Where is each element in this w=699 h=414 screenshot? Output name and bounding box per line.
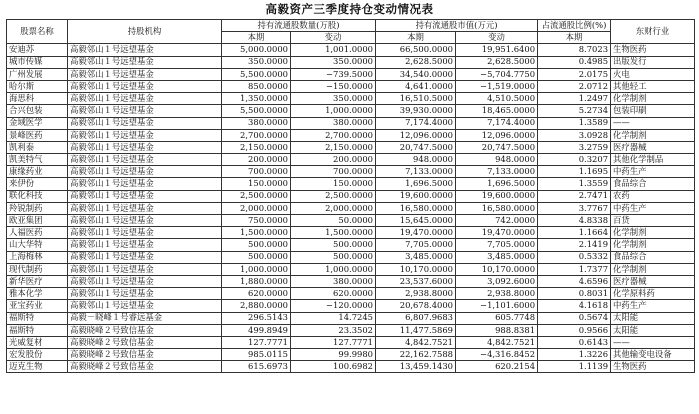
header-shares-current: 本期 xyxy=(222,32,291,44)
table-row xyxy=(7,215,695,227)
cell-shares: 700.0000 xyxy=(222,166,291,178)
cell-shares: 620.0000 xyxy=(222,288,291,300)
cell-shares-change: 380.0000 xyxy=(291,117,376,129)
cell-fund: 高毅邻山１号远望基金 xyxy=(68,202,222,214)
cell-ratio: 3.2759 xyxy=(538,141,611,153)
cell-ratio: 2.0712 xyxy=(538,80,611,92)
cell-fund: 高毅邻山１号远望基金 xyxy=(68,93,222,105)
table-row xyxy=(7,336,695,348)
cell-ratio: 5.2734 xyxy=(538,105,611,117)
cell-shares: 5,500.0000 xyxy=(222,68,291,80)
cell-fund: 高毅邻山１号远望基金 xyxy=(68,80,222,92)
cell-value-change: −5,704.7750 xyxy=(456,68,538,80)
cell-shares-change: 23.3502 xyxy=(291,324,376,336)
cell-value-change: 948.0000 xyxy=(456,154,538,166)
cell-value-change: 7,705.0000 xyxy=(456,239,538,251)
cell-stock: 城市传媒 xyxy=(7,56,68,68)
cell-value-change: 2,938.8000 xyxy=(456,288,538,300)
cell-value: 20,678.4000 xyxy=(376,300,456,312)
cell-ratio: 1.3589 xyxy=(538,117,611,129)
cell-stock: 现代制药 xyxy=(7,263,68,275)
table-row xyxy=(7,300,695,312)
table-body xyxy=(7,44,695,373)
cell-shares: 985.0115 xyxy=(222,349,291,361)
cell-value-change: 7,174.4000 xyxy=(456,117,538,129)
cell-shares-change: 150.0000 xyxy=(291,178,376,190)
cell-shares: 500.0000 xyxy=(222,239,291,251)
table-row xyxy=(7,117,695,129)
cell-stock: 海思科 xyxy=(7,93,68,105)
cell-ratio: 1.1139 xyxy=(538,361,611,373)
cell-stock: 哈尔斯 xyxy=(7,80,68,92)
cell-ratio: 0.5332 xyxy=(538,251,611,263)
cell-industry: 中药生产 xyxy=(611,166,695,178)
cell-ratio: 1.1664 xyxy=(538,227,611,239)
cell-shares-change: 100.6982 xyxy=(291,361,376,373)
cell-shares: 850.0000 xyxy=(222,80,291,92)
cell-ratio: 0.5674 xyxy=(538,312,611,324)
cell-value-change: 620.2154 xyxy=(456,361,538,373)
cell-stock: 羚锐制药 xyxy=(7,202,68,214)
cell-fund: 高毅邻山１号远望基金 xyxy=(68,239,222,251)
cell-ratio: 4.1618 xyxy=(538,300,611,312)
cell-industry: 食品综合 xyxy=(611,178,695,190)
cell-stock: 雅本化学 xyxy=(7,288,68,300)
cell-industry: 食品综合 xyxy=(611,251,695,263)
cell-ratio: 1.1695 xyxy=(538,166,611,178)
table-row xyxy=(7,178,695,190)
cell-shares-change: 200.0000 xyxy=(291,154,376,166)
table-row xyxy=(7,166,695,178)
cell-ratio: 2.0175 xyxy=(538,68,611,80)
cell-ratio: 2.7471 xyxy=(538,190,611,202)
cell-industry: 太阳能 xyxy=(611,324,695,336)
cell-fund: 高毅邻山１号远望基金 xyxy=(68,166,222,178)
cell-industry: 化学制剂 xyxy=(611,93,695,105)
cell-shares-change: 2,700.0000 xyxy=(291,129,376,141)
cell-shares: 380.0000 xyxy=(222,117,291,129)
cell-fund: 高毅邻山１号远望基金 xyxy=(68,288,222,300)
cell-stock: 亚宝药业 xyxy=(7,300,68,312)
cell-industry: 其他化学制品 xyxy=(611,154,695,166)
table-row xyxy=(7,202,695,214)
cell-fund: 高毅邻山１号远望基金 xyxy=(68,56,222,68)
cell-value: 6,807.9683 xyxy=(376,312,456,324)
cell-industry: 中药生产 xyxy=(611,300,695,312)
cell-fund: 高毅邻山１号远望基金 xyxy=(68,68,222,80)
cell-shares-change: 500.0000 xyxy=(291,251,376,263)
cell-shares-change: 700.0000 xyxy=(291,166,376,178)
cell-value: 3,485.0000 xyxy=(376,251,456,263)
cell-ratio: 1.3559 xyxy=(538,178,611,190)
cell-stock: 人福医药 xyxy=(7,227,68,239)
cell-stock: 凯美特气 xyxy=(7,154,68,166)
cell-ratio: 8.7023 xyxy=(538,44,611,56)
cell-value-change: 19,470.0000 xyxy=(456,227,538,239)
cell-ratio: 4.6596 xyxy=(538,275,611,287)
cell-shares: 500.0000 xyxy=(222,251,291,263)
cell-shares-change: 2,500.0000 xyxy=(291,190,376,202)
cell-shares: 1,500.0000 xyxy=(222,227,291,239)
table-row xyxy=(7,263,695,275)
cell-ratio: 0.9566 xyxy=(538,324,611,336)
table-row xyxy=(7,105,695,117)
cell-industry: 农药 xyxy=(611,190,695,202)
cell-shares: 296.5143 xyxy=(222,312,291,324)
cell-fund: 高毅邻山１号远望基金 xyxy=(68,251,222,263)
cell-industry: 化学原料药 xyxy=(611,288,695,300)
cell-ratio: 0.8031 xyxy=(538,288,611,300)
cell-fund: 高毅邻山１号远望基金 xyxy=(68,227,222,239)
cell-shares: 499.8949 xyxy=(222,324,291,336)
cell-stock: 福斯特 xyxy=(7,324,68,336)
cell-ratio: 0.3207 xyxy=(538,154,611,166)
cell-fund: 高毅邻山１号远望基金 xyxy=(68,44,222,56)
table-row xyxy=(7,288,695,300)
cell-stock: 宏发股份 xyxy=(7,349,68,361)
cell-shares: 150.0000 xyxy=(222,178,291,190)
cell-industry: 化学制剂 xyxy=(611,129,695,141)
cell-shares-change: 350.0000 xyxy=(291,56,376,68)
cell-value: 19,600.0000 xyxy=(376,190,456,202)
cell-ratio: 3.0928 xyxy=(538,129,611,141)
cell-industry: 百货 xyxy=(611,215,695,227)
cell-value-change: 12,096.0000 xyxy=(456,129,538,141)
cell-value: 34,540.0000 xyxy=(376,68,456,80)
cell-industry: 中药生产 xyxy=(611,202,695,214)
cell-shares-change: 50.0000 xyxy=(291,215,376,227)
cell-value: 7,133.0000 xyxy=(376,166,456,178)
cell-fund: 高毅邻山１号远望基金 xyxy=(68,263,222,275)
table-row xyxy=(7,68,695,80)
cell-value: 4,842.7521 xyxy=(376,336,456,348)
cell-stock: 新华医疗 xyxy=(7,275,68,287)
cell-shares-change: −120.0000 xyxy=(291,300,376,312)
cell-stock: 迈克生物 xyxy=(7,361,68,373)
table-header xyxy=(7,20,695,44)
cell-shares: 2,500.0000 xyxy=(222,190,291,202)
cell-value: 13,459.1430 xyxy=(376,361,456,373)
cell-fund: 高毅邻山１号远望基金 xyxy=(68,190,222,202)
cell-fund: 高毅邻山１号远望基金 xyxy=(68,154,222,166)
cell-industry: 太阳能 xyxy=(611,312,695,324)
cell-shares-change: −150.0000 xyxy=(291,80,376,92)
cell-stock: 山大华特 xyxy=(7,239,68,251)
table-row xyxy=(7,239,695,251)
cell-fund: 高毅邻山１号远望基金 xyxy=(68,275,222,287)
table-row xyxy=(7,227,695,239)
cell-shares-change: 500.0000 xyxy=(291,239,376,251)
cell-value-change: 742.0000 xyxy=(456,215,538,227)
cell-industry: 包装印刷 xyxy=(611,105,695,117)
cell-shares: 5,500.0000 xyxy=(222,105,291,117)
cell-value-change: 10,170.0000 xyxy=(456,263,538,275)
cell-value: 19,470.0000 xyxy=(376,227,456,239)
cell-stock: 凯利泰 xyxy=(7,141,68,153)
cell-value-change: 2,628.5000 xyxy=(456,56,538,68)
cell-value-change: −1,101.6000 xyxy=(456,300,538,312)
cell-industry: 生物医药 xyxy=(611,44,695,56)
cell-fund: 高毅晓峰２号致信基金 xyxy=(68,361,222,373)
cell-value: 948.0000 xyxy=(376,154,456,166)
cell-shares-change: 2,000.0000 xyxy=(291,202,376,214)
cell-value: 22,162.7588 xyxy=(376,349,456,361)
cell-fund: 高毅邻山１号远望基金 xyxy=(68,300,222,312)
cell-shares-change: 380.0000 xyxy=(291,275,376,287)
cell-fund: 高毅晓峰２号致信基金 xyxy=(68,349,222,361)
cell-shares-change: 1,500.0000 xyxy=(291,227,376,239)
cell-ratio: 4.8338 xyxy=(538,215,611,227)
cell-fund: 高毅晓峰２号致信基金 xyxy=(68,324,222,336)
cell-stock: 福斯特 xyxy=(7,312,68,324)
header-group-shares: 持有流通股数量(万股) xyxy=(222,20,376,32)
table-row xyxy=(7,349,695,361)
cell-industry: 医疗器械 xyxy=(611,141,695,153)
cell-industry: 出版发行 xyxy=(611,56,695,68)
cell-value-change: 3,092.6000 xyxy=(456,275,538,287)
cell-value-change: 4,842.7521 xyxy=(456,336,538,348)
cell-fund: 高毅邻山１号远望基金 xyxy=(68,178,222,190)
cell-shares: 2,000.0000 xyxy=(222,202,291,214)
cell-shares: 5,000.0000 xyxy=(222,44,291,56)
table-row xyxy=(7,141,695,153)
cell-shares: 350.0000 xyxy=(222,56,291,68)
table-row xyxy=(7,56,695,68)
cell-fund: 高毅邻山１号远望基金 xyxy=(68,215,222,227)
cell-value: 15,645.0000 xyxy=(376,215,456,227)
cell-value: 4,641.0000 xyxy=(376,80,456,92)
cell-shares-change: 1,001.0000 xyxy=(291,44,376,56)
table-row xyxy=(7,312,695,324)
cell-value: 7,174.4000 xyxy=(376,117,456,129)
header-stock: 股票名称 xyxy=(7,20,68,44)
cell-value: 39,930.0000 xyxy=(376,105,456,117)
cell-industry: 化学制剂 xyxy=(611,239,695,251)
cell-industry: 其他输变电设备 xyxy=(611,349,695,361)
header-value-change: 变动 xyxy=(456,32,538,44)
cell-stock: 光威复材 xyxy=(7,336,68,348)
table-row xyxy=(7,93,695,105)
cell-value-change: 1,696.5000 xyxy=(456,178,538,190)
cell-shares-change: 2,150.0000 xyxy=(291,141,376,153)
cell-value-change: −4,316.8452 xyxy=(456,349,538,361)
table-row xyxy=(7,154,695,166)
cell-value-change: 4,510.5000 xyxy=(456,93,538,105)
cell-value: 20,747.5000 xyxy=(376,141,456,153)
header-industry: 东财行业 xyxy=(611,20,695,44)
cell-shares-change: 620.0000 xyxy=(291,288,376,300)
cell-value: 66,500.0000 xyxy=(376,44,456,56)
cell-value: 10,170.0000 xyxy=(376,263,456,275)
cell-ratio: 1.2497 xyxy=(538,93,611,105)
table-row xyxy=(7,361,695,373)
cell-shares: 1,880.0000 xyxy=(222,275,291,287)
cell-value: 16,510.5000 xyxy=(376,93,456,105)
table-row xyxy=(7,190,695,202)
cell-industry: —— xyxy=(611,117,695,129)
cell-ratio: 1.7377 xyxy=(538,263,611,275)
cell-shares-change: 127.7771 xyxy=(291,336,376,348)
cell-stock: 上海梅林 xyxy=(7,251,68,263)
cell-value: 2,938.8000 xyxy=(376,288,456,300)
cell-fund: 高毅晓峰２号致信基金 xyxy=(68,336,222,348)
cell-fund: 高毅邻山１号远望基金 xyxy=(68,141,222,153)
cell-shares: 200.0000 xyxy=(222,154,291,166)
cell-industry: 化学制剂 xyxy=(611,227,695,239)
cell-industry: 化学制剂 xyxy=(611,263,695,275)
cell-industry: 火电 xyxy=(611,68,695,80)
cell-ratio: 0.4985 xyxy=(538,56,611,68)
header-group-ratio: 占流通股比例(%) xyxy=(538,20,611,32)
header-fund: 持股机构 xyxy=(68,20,222,44)
cell-stock: 康缘药业 xyxy=(7,166,68,178)
cell-industry: 生物医药 xyxy=(611,361,695,373)
cell-shares: 1,000.0000 xyxy=(222,263,291,275)
cell-shares: 2,150.0000 xyxy=(222,141,291,153)
header-shares-change: 变动 xyxy=(291,32,376,44)
cell-value: 23,537.6000 xyxy=(376,275,456,287)
cell-value: 11,477.5869 xyxy=(376,324,456,336)
cell-value-change: 16,580.0000 xyxy=(456,202,538,214)
table-title: 高毅资产三季度持仓变动情况表 xyxy=(265,2,434,16)
table-row xyxy=(7,324,695,336)
table-row xyxy=(7,129,695,141)
cell-ratio: 1.3226 xyxy=(538,349,611,361)
cell-industry: 其他轻工 xyxy=(611,80,695,92)
cell-shares: 127.7771 xyxy=(222,336,291,348)
table-row xyxy=(7,44,695,56)
cell-value: 1,696.5000 xyxy=(376,178,456,190)
cell-shares: 2,700.0000 xyxy=(222,129,291,141)
header-group-value: 持有流通股市值(万元) xyxy=(376,20,538,32)
cell-stock: 欧亚集团 xyxy=(7,215,68,227)
cell-value: 12,096.0000 xyxy=(376,129,456,141)
cell-value-change: 988.8381 xyxy=(456,324,538,336)
cell-ratio: 2.1419 xyxy=(538,239,611,251)
cell-shares-change: 99.9980 xyxy=(291,349,376,361)
cell-industry: 医疗器械 xyxy=(611,275,695,287)
cell-stock: 金域医学 xyxy=(7,117,68,129)
cell-stock: 广州发展 xyxy=(7,68,68,80)
cell-stock: 安迪苏 xyxy=(7,44,68,56)
cell-shares-change: −739.5000 xyxy=(291,68,376,80)
cell-shares-change: 350.0000 xyxy=(291,93,376,105)
cell-value-change: 20,747.5000 xyxy=(456,141,538,153)
header-value-current: 本期 xyxy=(376,32,456,44)
cell-stock: 来伊份 xyxy=(7,178,68,190)
cell-value-change: 7,133.0000 xyxy=(456,166,538,178)
cell-value-change: 18,465.0000 xyxy=(456,105,538,117)
cell-stock: 联化科技 xyxy=(7,190,68,202)
cell-shares: 750.0000 xyxy=(222,215,291,227)
cell-industry: —— xyxy=(611,336,695,348)
cell-fund: 高毅邻山１号远望基金 xyxy=(68,117,222,129)
cell-value: 16,580.0000 xyxy=(376,202,456,214)
header-ratio-current: 本期 xyxy=(538,32,611,44)
cell-value-change: 19,951.6400 xyxy=(456,44,538,56)
header-row-1 xyxy=(7,20,695,32)
cell-value-change: 3,485.0000 xyxy=(456,251,538,263)
cell-fund: 高毅邻山１号远望基金 xyxy=(68,129,222,141)
cell-stock: 景峰医药 xyxy=(7,129,68,141)
cell-shares-change: 14.7245 xyxy=(291,312,376,324)
cell-fund: 高毅－晓峰１号睿远基金 xyxy=(68,312,222,324)
cell-ratio: 0.6143 xyxy=(538,336,611,348)
cell-fund: 高毅邻山１号远望基金 xyxy=(68,105,222,117)
cell-value: 7,705.0000 xyxy=(376,239,456,251)
cell-shares: 615.6973 xyxy=(222,361,291,373)
cell-stock: 合兴包装 xyxy=(7,105,68,117)
cell-shares-change: 1,000.0000 xyxy=(291,105,376,117)
cell-ratio: 3.7767 xyxy=(538,202,611,214)
cell-value: 2,628.5000 xyxy=(376,56,456,68)
table-row xyxy=(7,80,695,92)
cell-value-change: 605.7748 xyxy=(456,312,538,324)
cell-value-change: −1,519.0000 xyxy=(456,80,538,92)
cell-shares: 2,880.0000 xyxy=(222,300,291,312)
holdings-table xyxy=(6,19,695,373)
cell-shares-change: 1,000.0000 xyxy=(291,263,376,275)
cell-value-change: 19,600.0000 xyxy=(456,190,538,202)
cell-shares: 1,350.0000 xyxy=(222,93,291,105)
table-row xyxy=(7,251,695,263)
table-row xyxy=(7,275,695,287)
